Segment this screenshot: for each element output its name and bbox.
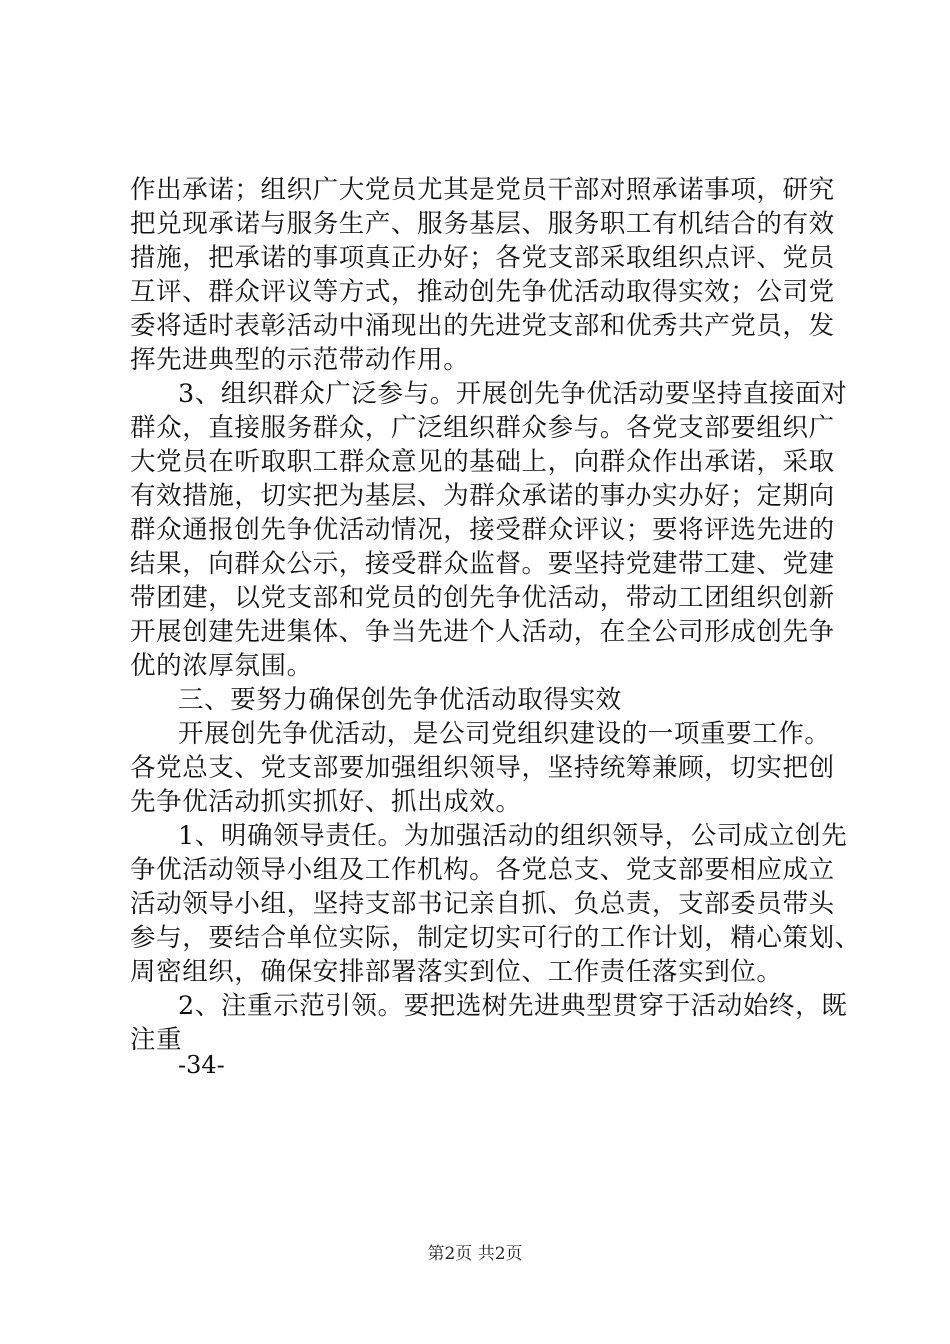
text-line: 挥先进典型的示范带动作用。 xyxy=(130,345,470,375)
text-line: 开展创建先进集体、争当先进个人活动，在全公司形成创先争 xyxy=(130,617,835,647)
text-line: 周密组织，确保安排部署落实到位、工作责任落实到位。 xyxy=(130,957,783,987)
text-line: 互评、群众评议等方式，推动创先争优活动取得实效；公司党 xyxy=(130,277,835,307)
text-line: 把兑现承诺与服务生产、服务基层、服务职工有机结合的有效 xyxy=(130,209,835,239)
paragraph-start: 开展创先争优活动，是公司党组织建设的一项重要工作。 xyxy=(178,719,831,749)
text-line: 群众，直接服务群众，广泛组织群众参与。各党支部要组织广 xyxy=(130,413,835,443)
paragraph-start: 1、明确领导责任。为加强活动的组织领导，公司成立创先 xyxy=(178,821,848,851)
text-line: 群众通报创先争优活动情况，接受群众评议；要将评选先进的 xyxy=(130,515,835,545)
text-line: 有效措施，切实把为基层、为群众承诺的事办实办好；定期向 xyxy=(130,481,835,511)
text-line: 大党员在听取职工群众意见的基础上，向群众作出承诺，采取 xyxy=(130,447,835,477)
text-line: 作出承诺；组织广大党员尤其是党员干部对照承诺事项，研究 xyxy=(130,175,835,205)
text-line: 注重 xyxy=(130,1025,183,1055)
text-line: 委将适时表彰活动中涌现出的先进党支部和优秀共产党员，发 xyxy=(130,311,835,341)
text-line: 参与，要结合单位实际，制定切实可行的工作计划，精心策划、 xyxy=(130,923,861,953)
text-line: 优的浓厚氛围。 xyxy=(130,651,313,681)
section-heading: 三、要努力确保创先争优活动取得实效 xyxy=(178,685,622,715)
paragraph-start: 2、注重示范引领。要把选树先进典型贯穿于活动始终，既 xyxy=(178,991,848,1021)
page-footer: 第2页 共2页 xyxy=(427,1244,523,1264)
text-line: 先争优活动抓实抓好、抓出成效。 xyxy=(130,787,522,817)
text-line: 结果，向群众公示，接受群众监督。要坚持党建带工建、党建 xyxy=(130,549,835,579)
text-line: 各党总支、党支部要加强组织领导，坚持统筹兼顾，切实把创 xyxy=(130,753,835,783)
text-line: 活动领导小组，坚持支部书记亲自抓、负总责，支部委员带头 xyxy=(130,889,835,919)
text-line: 带团建，以党支部和党员的创先争优活动，带动工团组织创新 xyxy=(130,583,835,613)
page-number: -34- xyxy=(178,1051,225,1079)
text-line: 争优活动领导小组及工作机构。各党总支、党支部要相应成立 xyxy=(130,855,835,885)
paragraph-start: 3、组织群众广泛参与。开展创先争优活动要坚持直接面对 xyxy=(178,379,848,409)
text-line: 措施，把承诺的事项真正办好；各党支部采取组织点评、党员 xyxy=(130,243,835,273)
